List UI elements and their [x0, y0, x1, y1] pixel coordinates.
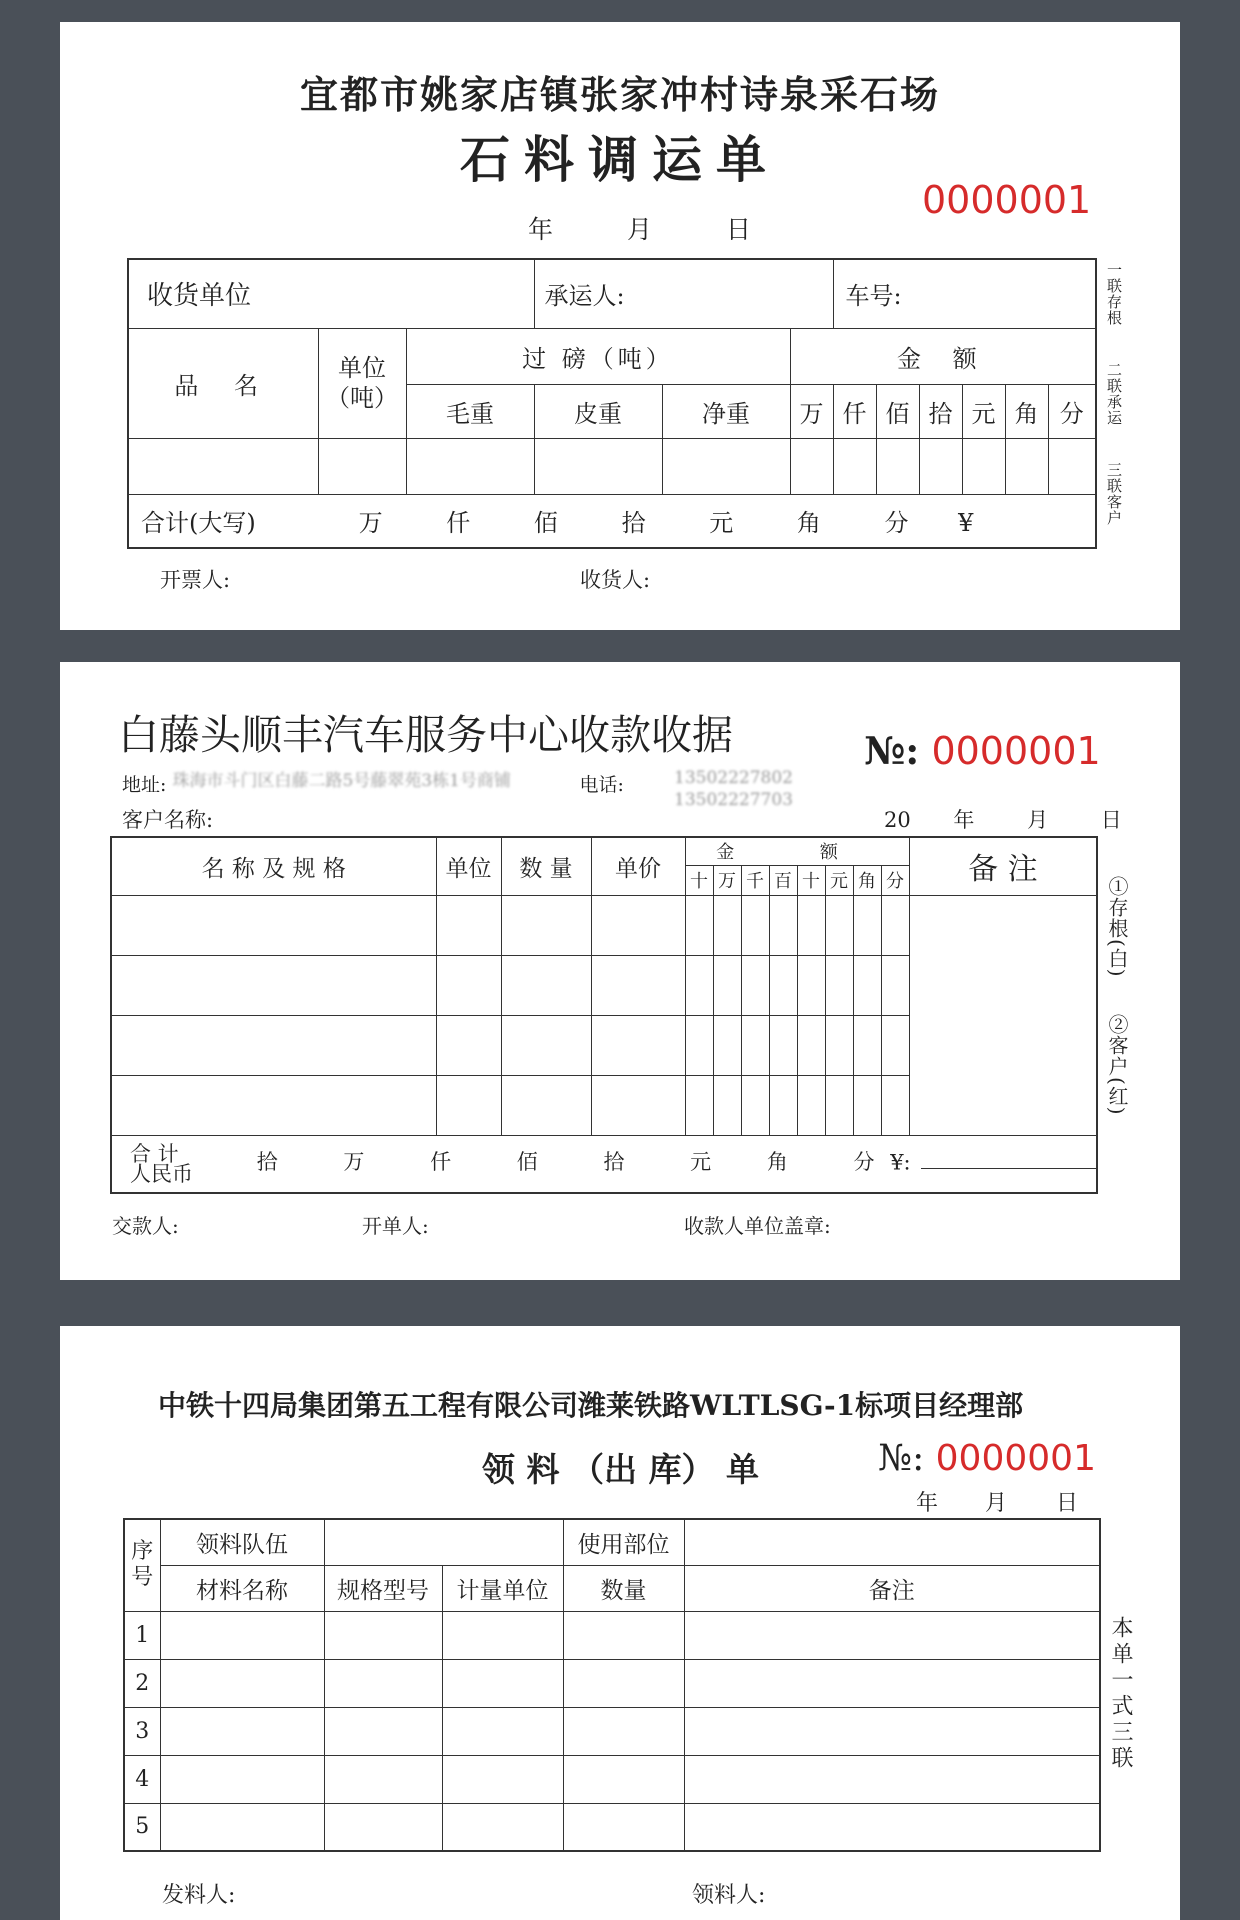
phone-value-1: 13502227802	[674, 768, 793, 788]
payer-label: 交款人:	[112, 1214, 179, 1238]
stamp-label: 收款人单位盖章:	[684, 1214, 831, 1238]
team-label: 领料队伍	[160, 1519, 324, 1565]
remark-header: 备注	[684, 1565, 1100, 1611]
money-col-header: 元	[962, 384, 1005, 438]
row-number: 1	[124, 1611, 160, 1659]
form1-title: 石料调运单	[460, 130, 780, 189]
unit-header: 单位	[436, 837, 501, 895]
copy-label-customer: ②客户(红)	[1105, 1014, 1129, 1116]
total-unit: 拾	[621, 509, 646, 538]
form3-company: 中铁十四局集团第五工程有限公司潍莱铁路WLTLSG-1标项目经理部	[158, 1389, 1024, 1422]
form2-total-row	[111, 1135, 1097, 1193]
copy-label-stub: 一联存根	[1105, 262, 1123, 326]
form3-number	[878, 1438, 1096, 1479]
money-col-header: 分	[881, 865, 909, 895]
dept-value	[684, 1519, 1100, 1565]
form1-total-row	[128, 494, 1096, 548]
form2-table	[110, 836, 1098, 1194]
date-century: 20	[884, 808, 911, 832]
remark-cell	[909, 895, 1097, 1135]
weighing-header: 过 磅（吨）	[406, 328, 790, 384]
amount-header: 金 额	[685, 837, 909, 865]
form1-table	[127, 258, 1097, 549]
number-label: №:	[878, 1438, 925, 1479]
table-row	[124, 1611, 1100, 1659]
total-unit: 佰	[516, 1150, 538, 1175]
date-day-label: 日	[1100, 808, 1122, 832]
form1-entry-row	[128, 438, 1096, 494]
unit-price-header: 单价	[591, 837, 685, 895]
date-year-label: 年	[528, 215, 554, 244]
vehicle-label: 车号:	[833, 259, 1096, 328]
row-number: 5	[124, 1803, 160, 1851]
copy-note: 本单一式三联	[1108, 1616, 1133, 1772]
net-weight-header: 净重	[662, 384, 790, 438]
carrier-label: 承运人:	[534, 259, 833, 328]
money-col-header: 分	[1048, 384, 1096, 438]
total-unit: 角	[766, 1150, 788, 1175]
uom-header: 计量单位	[442, 1565, 563, 1611]
total-unit: 仟	[446, 509, 471, 538]
address-value: 珠海市斗门区白藤二路5号藤翠苑3栋1号商铺	[172, 771, 511, 791]
table-row	[124, 1755, 1100, 1803]
form3-date	[916, 1486, 1078, 1517]
copy-label-stub: ①存根(白)	[1105, 876, 1129, 978]
table-row	[124, 1659, 1100, 1707]
money-col-header: 仟	[833, 384, 876, 438]
money-col-header: 元	[825, 865, 853, 895]
table-row	[124, 1803, 1100, 1851]
total-unit: 元	[690, 1150, 712, 1175]
form3-table	[123, 1518, 1101, 1852]
form2-serial: 0000001	[931, 729, 1101, 773]
number-label: №:	[864, 728, 920, 773]
spec-header: 规格型号	[324, 1565, 442, 1611]
total-unit: 拾	[256, 1150, 278, 1175]
sender-label: 发料人:	[162, 1883, 236, 1908]
form2-date	[884, 804, 1122, 834]
drawer-label: 开单人:	[362, 1214, 429, 1238]
material-requisition-form	[60, 1326, 1180, 1920]
phone-value-2: 13502227703	[674, 790, 793, 810]
date-month-label: 月	[985, 1491, 1008, 1516]
date-month-label: 月	[626, 215, 652, 244]
total-amount-underline	[921, 1168, 1097, 1169]
money-col-header: 万	[713, 865, 741, 895]
total-label	[130, 1141, 250, 1186]
stone-dispatch-form	[60, 22, 1180, 630]
form1-serial: 0000001	[922, 178, 1092, 222]
money-col-header: 万	[790, 384, 833, 438]
unit-header: 单位（吨）	[318, 328, 406, 438]
team-value	[324, 1519, 563, 1565]
receiver-label: 领料人:	[692, 1883, 766, 1908]
total-unit: 角	[796, 509, 821, 538]
money-col-header: 角	[853, 865, 881, 895]
form2-entry-row	[111, 895, 1097, 955]
date-year-label: 年	[916, 1491, 939, 1516]
gross-weight-header: 毛重	[406, 384, 534, 438]
date-day-label: 日	[1056, 1491, 1079, 1516]
money-col-header: 千	[741, 865, 769, 895]
total-unit: 仟	[430, 1150, 452, 1175]
total-unit: 万	[343, 1150, 365, 1175]
money-col-header: 拾	[919, 384, 962, 438]
address-label: 地址:	[122, 774, 167, 796]
total-label-line1: 合 计	[130, 1141, 179, 1166]
quantity-header: 数量	[563, 1565, 684, 1611]
material-name-header: 材料名称	[160, 1565, 324, 1611]
receiver-unit-label: 收货单位	[128, 259, 534, 328]
total-unit: 万	[358, 509, 383, 538]
tare-weight-header: 皮重	[534, 384, 662, 438]
total-unit: 拾	[603, 1150, 625, 1175]
total-unit: 佰	[533, 509, 558, 538]
form3-serial: 0000001	[935, 1438, 1096, 1479]
phone-label: 电话:	[579, 774, 624, 796]
address-line	[122, 766, 624, 797]
form1-date	[528, 210, 751, 246]
table-row	[124, 1707, 1100, 1755]
money-col-header: 十	[797, 865, 825, 895]
product-name-header: 品 名	[128, 328, 318, 438]
dept-label: 使用部位	[563, 1519, 684, 1565]
row-number: 2	[124, 1659, 160, 1707]
consignee-label: 收货人:	[580, 568, 651, 592]
yuan-symbol: ¥:	[890, 1150, 911, 1175]
yuan-symbol: ¥	[958, 509, 974, 538]
payment-receipt-form	[60, 662, 1180, 1280]
amount-header: 金 额	[790, 328, 1096, 384]
name-spec-header: 名 称 及 规 格	[111, 837, 436, 895]
date-day-label: 日	[725, 215, 751, 244]
row-number: 4	[124, 1755, 160, 1803]
row-number: 3	[124, 1707, 160, 1755]
quantity-header: 数 量	[501, 837, 591, 895]
customer-label: 客户名称:	[122, 808, 214, 832]
total-label-line2: 人民币	[130, 1161, 193, 1186]
seq-header: 序号	[124, 1519, 160, 1611]
copy-label-carrier: 二联承运	[1105, 362, 1123, 426]
money-col-header: 角	[1005, 384, 1048, 438]
form2-number	[864, 728, 1101, 773]
form3-title: 领 料 （出 库） 单	[482, 1450, 759, 1489]
copy-label-customer: 三联客户	[1105, 462, 1123, 526]
form1-company: 宜都市姚家店镇张家冲村诗泉采石场	[299, 72, 940, 117]
date-year-label: 年	[953, 808, 975, 832]
total-unit: 分	[884, 509, 909, 538]
total-label: 合计(大写)	[141, 509, 256, 538]
total-unit: 元	[709, 509, 734, 538]
form2-title: 白藤头顺丰汽车服务中心收款收据	[118, 711, 733, 759]
money-col-header: 百	[769, 865, 797, 895]
date-month-label: 月	[1027, 808, 1049, 832]
issuer-label: 开票人:	[160, 568, 231, 592]
money-col-header: 佰	[876, 384, 919, 438]
remark-header: 备 注	[909, 837, 1097, 895]
total-unit: 分	[853, 1150, 875, 1175]
money-col-header: 十	[685, 865, 713, 895]
